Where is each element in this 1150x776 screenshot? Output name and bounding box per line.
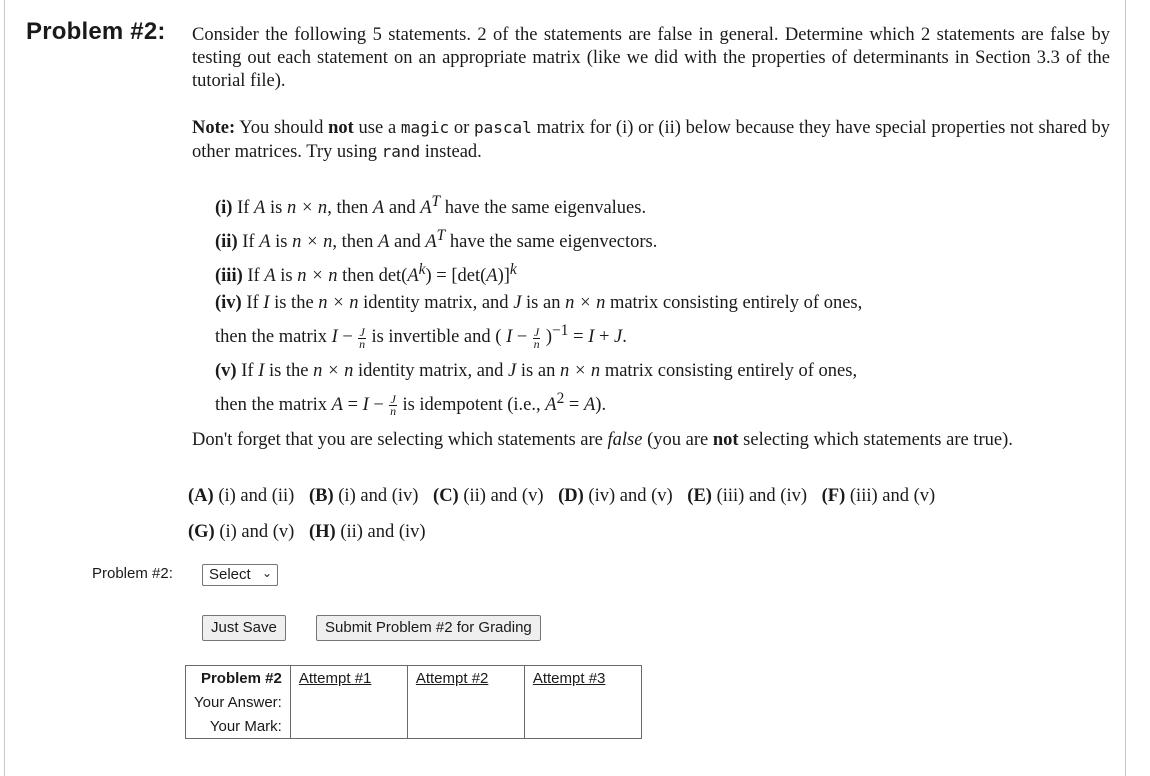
statement-text: If xyxy=(237,232,260,253)
table-row xyxy=(186,666,642,691)
statement-number: (iii) xyxy=(215,266,243,287)
attempt-3-link[interactable]: Attempt #3 xyxy=(524,666,641,691)
reminder-emphasis: false xyxy=(607,430,643,450)
statement-text: . xyxy=(622,327,627,348)
attempt-cell xyxy=(524,714,641,739)
attempts-table xyxy=(185,665,642,739)
math-var: A xyxy=(259,232,271,253)
math-var: n × n xyxy=(559,360,601,381)
submit-button[interactable]: Submit Problem #2 for Grading xyxy=(316,615,541,641)
statement-text: , then xyxy=(327,198,373,219)
choice-text: (i) and (iv) xyxy=(333,486,419,506)
statement-iv-line2 xyxy=(215,317,975,351)
statement-text: is xyxy=(265,198,287,219)
your-answer-label: Your Answer: xyxy=(186,690,291,714)
attempt-2-link[interactable]: Attempt #2 xyxy=(407,666,524,691)
statement-text: is the xyxy=(264,360,314,381)
math-var: A xyxy=(583,394,596,415)
statement-number: (v) xyxy=(215,360,237,381)
statement-text: ) = [det( xyxy=(425,266,487,287)
attempt-cell xyxy=(407,714,524,739)
statement-text: is idempotent (i.e., xyxy=(397,394,546,415)
frac-num: J xyxy=(390,392,396,407)
reminder-text: (you are xyxy=(642,430,713,450)
math-op: + xyxy=(594,327,614,348)
choice-text: (iii) and (v) xyxy=(845,486,936,506)
math-sup: T xyxy=(436,227,446,245)
choice-letter: (B) xyxy=(308,486,334,506)
math-var: A xyxy=(420,198,432,219)
statement-v-line2 xyxy=(215,385,975,419)
statement-text: have the same eigenvalues. xyxy=(440,198,647,219)
math-var: n × n xyxy=(565,293,606,314)
choice-text: (ii) and (v) xyxy=(458,486,544,506)
choice-f xyxy=(822,486,936,506)
statement-text: and xyxy=(384,198,421,219)
statement-iv xyxy=(215,290,975,317)
statement-text: is an xyxy=(521,293,566,314)
frac-den: n xyxy=(359,336,366,351)
math-sup: k xyxy=(509,261,517,279)
statement-number: (ii) xyxy=(215,232,238,253)
choice-letter: (A) xyxy=(188,486,214,506)
statement-text: then the matrix xyxy=(215,327,332,348)
math-var: A xyxy=(545,394,557,415)
math-op: − xyxy=(368,394,389,415)
reminder-text: selecting which statements are true). xyxy=(738,430,1013,450)
math-var: n × n xyxy=(297,266,338,287)
statement-list xyxy=(215,188,975,419)
math-op: − xyxy=(512,327,532,348)
problem-title: Problem #2: xyxy=(26,18,166,45)
choice-b xyxy=(309,486,418,506)
reminder-text: Don't forget that you are selecting which statements are xyxy=(192,430,608,450)
math-var: A xyxy=(372,198,385,219)
choice-letter: (H) xyxy=(308,522,336,542)
statement-text: is xyxy=(275,266,298,287)
math-var: n × n xyxy=(286,198,328,219)
fraction-j-over-n xyxy=(533,324,540,351)
math-var: I xyxy=(263,293,270,314)
statement-text: If xyxy=(236,360,259,381)
answer-label: Problem #2: xyxy=(92,565,173,582)
note-text: matrix for (i) or (ii) below because they have special properties not shared by other matrices. Try using xyxy=(192,118,1110,162)
code-pascal: pascal xyxy=(474,118,532,137)
note-text: use a xyxy=(353,118,401,138)
note-label: Note: xyxy=(192,118,236,138)
choice-c xyxy=(433,486,543,506)
attempt-cell xyxy=(290,690,407,714)
frac-den: n xyxy=(533,336,540,351)
selection-reminder xyxy=(192,430,1013,451)
math-op: ) xyxy=(541,327,553,348)
math-var: J xyxy=(508,360,517,381)
frac-den: n xyxy=(390,404,397,419)
math-op: = xyxy=(564,394,584,415)
attempt-1-link[interactable]: Attempt #1 xyxy=(290,666,407,691)
math-var: n × n xyxy=(292,232,333,253)
math-var: A xyxy=(264,266,276,287)
statement-text: is an xyxy=(516,360,560,381)
answer-choices xyxy=(188,484,945,556)
fraction-j-over-n xyxy=(358,324,366,351)
math-var: I xyxy=(331,327,338,348)
reminder-emphasis: not xyxy=(712,430,739,450)
choice-text: (iii) and (iv) xyxy=(711,486,808,506)
table-row xyxy=(186,690,642,714)
statement-i xyxy=(215,188,975,222)
your-mark-label: Your Mark: xyxy=(186,714,291,739)
note-emphasis: not xyxy=(328,118,354,138)
math-op: ( xyxy=(495,327,507,348)
just-save-button[interactable]: Just Save xyxy=(202,615,286,641)
statement-ii xyxy=(215,222,975,256)
statement-text: identity matrix, and xyxy=(353,360,509,381)
attempt-cell xyxy=(407,690,524,714)
choice-letter: (G) xyxy=(188,522,215,542)
choice-h xyxy=(309,522,426,542)
choice-letter: (C) xyxy=(433,486,459,506)
note-paragraph xyxy=(192,116,1110,164)
math-var: n × n xyxy=(313,360,354,381)
math-var: I xyxy=(588,327,595,348)
statement-number: (i) xyxy=(215,198,233,219)
statement-number: (iv) xyxy=(215,293,242,314)
note-text: instead. xyxy=(420,142,482,162)
attempt-cell xyxy=(290,714,407,739)
choice-letter: (D) xyxy=(558,486,584,506)
chevron-down-icon: ⌄ xyxy=(261,566,272,580)
statement-text: matrix consisting entirely of ones, xyxy=(600,360,858,381)
choice-letter: (F) xyxy=(821,486,846,506)
choice-letter: (E) xyxy=(687,486,712,506)
math-sup: 2 xyxy=(556,389,565,407)
statement-text: is invertible and xyxy=(366,327,496,348)
statement-iii xyxy=(215,256,975,290)
math-var: I xyxy=(362,394,369,415)
statement-text: If xyxy=(232,198,255,219)
note-text: You should xyxy=(235,118,329,138)
choice-text: (i) and (v) xyxy=(214,522,295,542)
select-value: Select xyxy=(209,566,251,583)
problem-intro: Consider the following 5 statements. 2 of the statements are false in general. Determine which 2 statements are false by testing out each statement on an appropriate matrix (like we did with the properties of determinants in Section 3.3 of the tutorial file). xyxy=(192,25,1110,91)
attempts-header: Problem #2 xyxy=(186,666,291,691)
math-sup: T xyxy=(431,193,441,210)
math-var: A xyxy=(486,266,498,287)
math-op: − xyxy=(337,327,358,348)
code-rand: rand xyxy=(381,142,421,161)
choice-a xyxy=(188,486,294,506)
statement-text: have the same eigenvectors. xyxy=(445,232,658,253)
math-var: J xyxy=(614,327,623,348)
math-var: I xyxy=(258,360,265,381)
choice-text: (ii) and (iv) xyxy=(335,522,426,542)
math-var: I xyxy=(506,327,513,348)
math-sup: k xyxy=(418,261,426,279)
statement-text: is the xyxy=(269,293,319,314)
choice-text: (i) and (ii) xyxy=(213,486,295,506)
note-text: or xyxy=(449,118,475,138)
frac-num: J xyxy=(359,324,365,339)
table-row xyxy=(186,714,642,739)
code-magic: magic xyxy=(400,118,450,137)
statement-text: , then xyxy=(332,232,379,253)
statement-text: If xyxy=(242,266,265,287)
frac-num: J xyxy=(533,324,540,339)
statement-text: then det( xyxy=(337,266,408,287)
choice-g xyxy=(188,522,294,542)
math-var: n × n xyxy=(318,293,359,314)
statement-v xyxy=(215,358,975,385)
choice-row xyxy=(188,484,945,520)
statement-text: identity matrix, and xyxy=(358,293,514,314)
statement-text: ). xyxy=(595,394,607,415)
attempt-cell xyxy=(524,690,641,714)
statement-text: )] xyxy=(497,266,510,287)
math-var: A xyxy=(378,232,390,253)
math-var: J xyxy=(513,293,522,314)
choice-text: (iv) and (v) xyxy=(583,486,673,506)
answer-select[interactable] xyxy=(202,564,278,586)
statement-text: If xyxy=(241,293,264,314)
statement-text: is xyxy=(270,232,293,253)
math-var: A xyxy=(254,198,266,219)
choice-e xyxy=(687,486,807,506)
fraction-j-over-n xyxy=(389,394,396,417)
math-var: A xyxy=(331,394,343,415)
statement-text: and xyxy=(389,232,426,253)
statement-text: then the matrix xyxy=(215,394,332,415)
choice-d xyxy=(558,486,673,506)
math-var: A xyxy=(407,266,419,287)
math-op: = xyxy=(342,394,363,415)
math-op: = xyxy=(568,327,589,348)
math-sup: −1 xyxy=(552,322,569,340)
choice-row xyxy=(188,520,945,556)
statement-text: matrix consisting entirely of ones, xyxy=(605,293,863,314)
math-var: A xyxy=(425,232,437,253)
